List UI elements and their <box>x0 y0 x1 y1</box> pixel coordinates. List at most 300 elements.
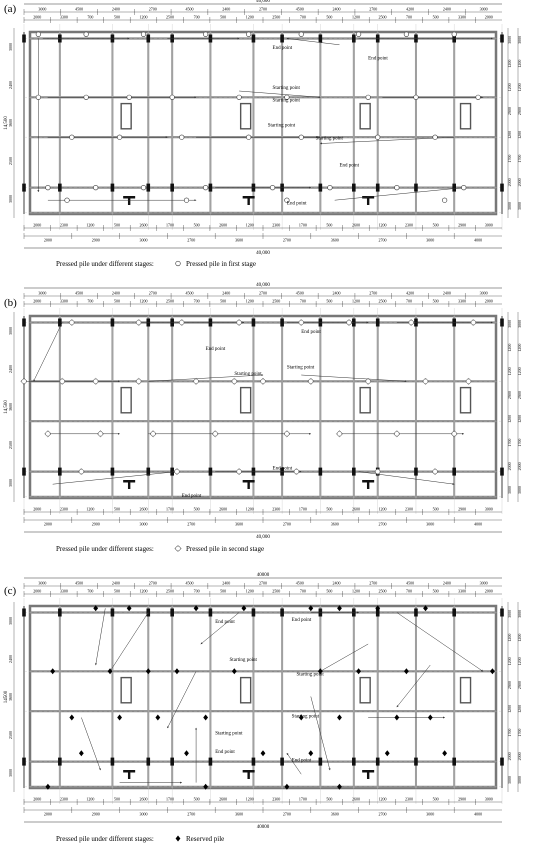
bottom-dimension-inner: 1700 <box>298 796 307 802</box>
reserved-pile-marker <box>356 668 361 674</box>
pressing-sequence-arrow <box>53 472 177 485</box>
pressed-pile-marker <box>246 32 251 37</box>
bottom-dimension-inner: 1700 <box>298 222 307 228</box>
stair-core <box>241 104 251 129</box>
right-dimension-outer: 3000 <box>517 609 522 618</box>
bottom-dimension-outer: 2000 <box>43 521 52 527</box>
pressed-pile-marker <box>93 185 98 190</box>
bottom-dimension-inner: 2300 <box>272 222 281 228</box>
reserved-pile-marker <box>69 715 74 721</box>
bottom-dimension-outer: 4000 <box>474 811 483 817</box>
top-dimension-outer: 3000 <box>479 6 488 12</box>
left-dimension: 3000 <box>8 195 13 203</box>
reserved-pile-marker <box>404 668 409 674</box>
structural-column <box>58 609 62 617</box>
overall-dimension-top: 40,000 <box>256 0 270 4</box>
bottom-dimension-outer: 2700 <box>187 811 196 817</box>
structural-column <box>22 758 26 766</box>
legend-prefix: Pressed pile under different stages: <box>56 545 154 553</box>
top-dimension-outer: 4500 <box>185 6 194 12</box>
bottom-dimension-inner: 2600 <box>139 796 148 802</box>
structural-column <box>500 184 504 192</box>
top-dimension-outer: 4500 <box>406 580 415 586</box>
pressed-pile-marker <box>404 32 409 37</box>
pressed-pile-marker <box>150 431 157 438</box>
pressed-pile-marker <box>433 135 438 140</box>
end-point-label: End point <box>286 201 307 207</box>
bottom-dimension-inner: 1200 <box>245 222 254 228</box>
right-dimension: 3000 <box>507 35 512 44</box>
top-dimension-inner: 500 <box>432 298 439 304</box>
side-overall-dimension: 14500 <box>4 690 9 704</box>
bottom-dimension-outer: 3600 <box>330 521 339 527</box>
bottom-dimension-inner: 3000 <box>484 506 493 512</box>
right-dimension-outer: 2000 <box>517 752 522 761</box>
bottom-dimension-inner: 2300 <box>405 796 414 802</box>
panel-a <box>4 0 522 268</box>
structural-column <box>209 184 213 192</box>
stair-core <box>360 678 370 703</box>
right-dimension-outer: 1700 <box>517 438 522 447</box>
pressed-pile-marker <box>78 468 85 475</box>
bottom-dimension-inner: 500 <box>326 506 333 512</box>
end-point-label: End point <box>368 56 388 62</box>
structural-column <box>209 609 213 617</box>
stair-core <box>360 104 370 129</box>
top-dimension-outer: 4500 <box>75 580 84 586</box>
top-dimension-outer: 2400 <box>111 290 120 296</box>
right-dimension-outer: 1200 <box>517 633 522 642</box>
bottom-dimension-outer: 2900 <box>91 237 100 243</box>
bottom-dimension-outer: 3000 <box>139 811 148 817</box>
right-dimension-outer: 2900 <box>517 107 522 116</box>
top-dimension-inner: 500 <box>113 14 120 20</box>
right-dimension: 3000 <box>507 486 512 495</box>
top-dimension-outer: 3000 <box>479 290 488 296</box>
bottom-dimension-inner: 2000 <box>33 796 42 802</box>
top-dimension-inner: 2500 <box>272 298 281 304</box>
structural-column <box>209 758 213 766</box>
top-dimension-outer: 2400 <box>222 6 231 12</box>
top-dimension-outer: 4200 <box>406 6 415 12</box>
starting-point-label: Starting point <box>296 672 324 678</box>
structural-column <box>252 319 256 327</box>
structural-column <box>376 184 380 192</box>
top-dimension-inner: 700 <box>299 298 306 304</box>
structural-column <box>452 758 456 766</box>
top-dimension-outer: 2400 <box>442 6 451 12</box>
pressed-pile-marker <box>451 431 458 438</box>
reserved-pile-marker <box>146 668 151 674</box>
panel-tag: (a) <box>4 3 17 15</box>
right-dimension-outer: 3000 <box>517 202 522 211</box>
bottom-dimension-inner: 500 <box>432 506 439 512</box>
pressed-pile-marker <box>270 185 275 190</box>
reserved-pile-marker <box>385 750 390 756</box>
top-dimension-inner: 500 <box>326 588 333 594</box>
structural-column <box>319 468 323 476</box>
structural-column <box>376 758 380 766</box>
left-dimension: 3600 <box>8 693 13 701</box>
legend-text: Pressed pile in second stage <box>186 545 265 553</box>
bottom-dimension-inner: 2600 <box>351 796 360 802</box>
left-dimension: 2400 <box>8 655 13 663</box>
starting-point-label: Starting point <box>272 98 300 104</box>
bottom-dimension-outer: 3600 <box>235 811 244 817</box>
structural-column <box>146 758 150 766</box>
structural-column <box>280 609 284 617</box>
pressing-sequence-arrow <box>201 613 239 645</box>
right-dimension: 1700 <box>507 728 512 737</box>
structural-column <box>500 609 504 617</box>
bottom-dimension-inner: 2900 <box>458 506 467 512</box>
top-dimension-inner: 3300 <box>458 298 467 304</box>
right-dimension-outer: 2000 <box>517 178 522 187</box>
right-dimension: 1200 <box>507 633 512 642</box>
top-dimension-inner: 500 <box>220 298 227 304</box>
overall-dimension-bottom: 40,000 <box>256 535 270 540</box>
top-dimension-inner: 700 <box>87 588 94 594</box>
right-dimension-outer: 1200 <box>517 130 522 139</box>
pressed-pile-marker <box>465 378 472 385</box>
top-dimension-inner: 2500 <box>378 298 387 304</box>
right-dimension: 1200 <box>507 704 512 713</box>
bottom-dimension-inner: 2600 <box>351 506 360 512</box>
reserved-pile-marker <box>337 715 342 721</box>
top-dimension-inner: 700 <box>299 588 306 594</box>
structural-column <box>414 468 418 476</box>
bottom-dimension-inner: 500 <box>193 506 200 512</box>
bottom-dimension-outer: 2700 <box>378 237 387 243</box>
bottom-dimension-outer: 3000 <box>139 237 148 243</box>
structural-column <box>414 184 418 192</box>
top-dimension-outer: 2700 <box>259 580 267 586</box>
bottom-dimension-inner: 2600 <box>219 506 228 512</box>
top-dimension-inner: 3300 <box>59 298 68 304</box>
structural-column <box>22 609 26 617</box>
bottom-dimension-outer: 3600 <box>330 237 339 243</box>
pressed-pile-marker <box>366 95 371 100</box>
left-dimension: 3000 <box>8 43 13 51</box>
left-dimension: 3600 <box>8 119 13 127</box>
top-dimension-inner: 1200 <box>139 14 148 20</box>
end-point-label: End point <box>291 758 312 764</box>
pressed-pile-marker <box>179 135 184 140</box>
top-dimension-outer: 2700 <box>369 580 378 586</box>
bottom-dimension-inner: 2300 <box>59 796 68 802</box>
reserved-pile-marker <box>155 715 160 721</box>
top-dimension-outer: 4200 <box>406 290 415 296</box>
top-dimension-inner: 2000 <box>33 14 42 20</box>
end-point-label: End point <box>339 163 360 169</box>
pressed-pile-marker <box>346 319 353 326</box>
reserved-pile-marker <box>50 668 55 674</box>
bottom-dimension-outer: 2700 <box>282 237 291 243</box>
pressed-pile-marker <box>70 135 75 140</box>
structural-column <box>252 758 256 766</box>
bottom-dimension-inner: 2600 <box>139 506 148 512</box>
top-dimension-outer: 2700 <box>369 290 378 296</box>
top-dimension-inner: 500 <box>432 588 439 594</box>
pressed-pile-marker <box>84 32 89 37</box>
side-overall-dimension: 14,500 <box>4 400 9 414</box>
top-dimension-outer: 2700 <box>148 6 157 12</box>
structural-column <box>319 35 323 43</box>
bottom-dimension-inner: 1700 <box>166 506 175 512</box>
bottom-dimension-inner: 2300 <box>272 506 281 512</box>
right-dimension: 2900 <box>507 681 512 690</box>
right-dimension-outer: 3000 <box>517 319 522 328</box>
structural-column <box>352 758 356 766</box>
top-dimension-outer: 2400 <box>111 580 120 586</box>
right-dimension: 1200 <box>507 343 512 352</box>
bottom-dimension-outer: 2700 <box>282 811 291 817</box>
top-dimension-inner: 2500 <box>166 588 175 594</box>
right-dimension: 3000 <box>507 609 512 618</box>
bottom-dimension-inner: 2300 <box>272 796 281 802</box>
right-dimension: 3000 <box>507 319 512 328</box>
overall-dimension-top: 40,000 <box>256 283 270 288</box>
bottom-dimension-inner: 500 <box>113 222 120 228</box>
bottom-dimension-inner: 500 <box>193 796 200 802</box>
end-point-label: End point <box>301 330 321 335</box>
starting-point-label: Starting point <box>229 657 257 663</box>
pressed-pile-marker <box>356 32 361 37</box>
reserved-pile-marker <box>261 750 266 756</box>
bottom-dimension-inner: 1200 <box>245 796 254 802</box>
bottom-dimension-outer: 3000 <box>139 521 148 527</box>
bottom-dimension-outer: 2700 <box>378 521 387 527</box>
pressing-sequence-arrow <box>34 323 63 382</box>
top-dimension-outer: 2700 <box>148 290 157 296</box>
top-dimension-outer: 2400 <box>222 290 231 296</box>
top-dimension-inner: 3300 <box>59 588 68 594</box>
stair-core <box>241 678 251 703</box>
top-dimension-outer: 2400 <box>222 580 231 586</box>
structural-column <box>111 319 115 327</box>
top-dimension-outer: 3000 <box>38 290 47 296</box>
top-dimension-outer: 2400 <box>111 6 120 12</box>
pressed-pile-marker <box>231 378 238 385</box>
pressed-pile-marker <box>117 135 122 140</box>
pressed-pile-marker <box>69 319 76 326</box>
right-dimension: 1200 <box>507 83 512 92</box>
pressed-pile-marker <box>170 95 175 100</box>
top-dimension-inner: 1200 <box>139 588 148 594</box>
pressed-pile-marker <box>176 261 181 266</box>
pressing-sequence-arrow <box>110 613 148 672</box>
bottom-dimension-outer: 3000 <box>426 811 435 817</box>
reserved-pile-marker <box>442 750 447 756</box>
structural-column <box>500 468 504 476</box>
pressing-sequence-arrow <box>96 608 106 665</box>
top-dimension-outer: 4500 <box>185 290 194 296</box>
bottom-dimension-inner: 500 <box>326 796 333 802</box>
bottom-dimension-inner: 2600 <box>219 222 228 228</box>
right-dimension-outer: 2000 <box>517 462 522 471</box>
pressed-pile-marker <box>45 431 52 438</box>
top-dimension-inner: 2500 <box>272 588 281 594</box>
right-dimension-outer: 3000 <box>517 486 522 495</box>
right-dimension: 2000 <box>507 462 512 471</box>
structural-column <box>170 758 174 766</box>
bottom-dimension-inner: 1200 <box>86 796 95 802</box>
left-dimension: 2500 <box>8 441 13 449</box>
bottom-dimension-inner: 2900 <box>458 796 467 802</box>
pressed-pile-marker <box>36 95 41 100</box>
starting-point-label: Starting point <box>315 136 343 142</box>
pressed-pile-marker <box>395 185 400 190</box>
top-dimension-outer: 4500 <box>75 6 84 12</box>
bottom-dimension-outer: 4000 <box>474 521 483 527</box>
bottom-dimension-inner: 3000 <box>484 796 493 802</box>
bottom-dimension-inner: 2900 <box>458 222 467 228</box>
top-dimension-inner: 2500 <box>166 298 175 304</box>
pressed-pile-marker <box>284 431 291 438</box>
bottom-dimension-outer: 2700 <box>282 521 291 527</box>
pressed-pile-marker <box>203 185 208 190</box>
top-dimension-outer: 4500 <box>75 290 84 296</box>
top-dimension-outer: 2400 <box>442 580 451 586</box>
pressed-pile-marker <box>46 185 51 190</box>
top-dimension-outer: 2700 <box>259 290 267 296</box>
structural-column <box>500 35 504 43</box>
top-dimension-inner: 700 <box>299 14 306 20</box>
bottom-dimension-outer: 2700 <box>187 521 196 527</box>
structural-column <box>414 609 418 617</box>
pressed-pile-marker <box>470 319 477 326</box>
end-point-label: End point <box>215 750 235 756</box>
top-dimension-inner: 500 <box>113 588 120 594</box>
structural-column <box>319 184 323 192</box>
top-dimension-inner: 2500 <box>166 14 175 20</box>
bottom-dimension-outer: 2000 <box>43 811 52 817</box>
starting-point-label: Starting point <box>286 365 315 371</box>
top-dimension-outer: 3000 <box>479 580 488 586</box>
stair-core <box>461 678 471 703</box>
top-dimension-outer: 2400 <box>332 6 341 12</box>
stair-core <box>360 388 370 413</box>
left-dimension: 3600 <box>8 403 13 411</box>
reserved-pile-marker <box>428 715 433 721</box>
top-dimension-outer: 2400 <box>442 290 451 296</box>
top-dimension-inner: 3300 <box>458 14 467 20</box>
pressed-pile-marker <box>141 32 146 37</box>
top-dimension-inner: 700 <box>87 14 94 20</box>
right-dimension: 3000 <box>507 202 512 211</box>
reserved-pile-marker <box>117 715 122 721</box>
bottom-dimension-outer: 3000 <box>426 237 435 243</box>
structural-column <box>209 468 213 476</box>
top-dimension-inner: 700 <box>193 298 200 304</box>
right-dimension: 2000 <box>507 752 512 761</box>
bottom-dimension-outer: 2000 <box>43 237 52 243</box>
legend-prefix: Pressed pile under different stages: <box>56 835 154 843</box>
pressed-pile-marker <box>414 95 419 100</box>
end-point-label: End point <box>272 46 293 51</box>
bottom-dimension-inner: 1700 <box>166 222 175 228</box>
structural-column <box>58 468 62 476</box>
top-dimension-outer: 4500 <box>295 6 304 12</box>
pressed-pile-marker <box>293 468 300 475</box>
legend-text: Pressed pile in first stage <box>186 260 256 268</box>
right-dimension-outer: 1200 <box>517 704 522 713</box>
top-dimension-inner: 2000 <box>33 298 42 304</box>
starting-point-label: Starting point <box>215 731 243 737</box>
structural-column <box>58 184 62 192</box>
bottom-dimension-inner: 1200 <box>378 796 387 802</box>
right-dimension-outer: 1200 <box>517 83 522 92</box>
bottom-dimension-inner: 1700 <box>298 506 307 512</box>
bottom-dimension-inner: 2600 <box>139 222 148 228</box>
reserved-pile-marker <box>394 715 399 721</box>
bottom-dimension-outer: 4000 <box>474 237 483 243</box>
bottom-dimension-inner: 500 <box>193 222 200 228</box>
right-dimension-outer: 1200 <box>517 657 522 666</box>
top-dimension-inner: 2500 <box>378 588 387 594</box>
reserved-pile-marker <box>184 750 189 756</box>
structural-column <box>500 758 504 766</box>
left-dimension: 3000 <box>8 479 13 487</box>
end-point-label: End point <box>291 617 312 623</box>
top-dimension-outer: 3000 <box>38 580 47 586</box>
overall-dimension-top: 40000 <box>256 573 270 578</box>
pressed-pile-marker <box>21 378 28 385</box>
right-dimension: 1200 <box>507 59 512 68</box>
pressed-pile-marker <box>212 431 219 438</box>
stair-core <box>461 104 471 129</box>
top-dimension-inner: 500 <box>113 298 120 304</box>
pressed-pile-marker <box>452 32 457 37</box>
pressed-pile-marker <box>246 135 251 140</box>
bottom-dimension-outer: 3600 <box>235 237 244 243</box>
top-dimension-outer: 2700 <box>148 580 157 586</box>
structural-column <box>146 184 150 192</box>
top-dimension-inner: 500 <box>220 14 227 20</box>
pressed-pile-marker <box>260 378 267 385</box>
top-dimension-inner: 700 <box>87 298 94 304</box>
bottom-dimension-inner: 3000 <box>484 222 493 228</box>
bottom-dimension-inner: 1200 <box>86 222 95 228</box>
top-dimension-inner: 2000 <box>484 588 493 594</box>
top-dimension-inner: 700 <box>193 14 200 20</box>
panel-tag: (c) <box>4 585 17 597</box>
top-dimension-inner: 500 <box>326 298 333 304</box>
bottom-dimension-inner: 500 <box>432 222 439 228</box>
structural-column <box>22 184 26 192</box>
structural-column <box>252 609 256 617</box>
top-dimension-inner: 1200 <box>139 298 148 304</box>
top-dimension-inner: 700 <box>406 298 413 304</box>
top-dimension-inner: 500 <box>432 14 439 20</box>
panel-tag: (b) <box>4 297 17 309</box>
pressed-pile-marker <box>92 378 99 385</box>
top-dimension-outer: 2700 <box>369 6 378 12</box>
top-dimension-outer: 4500 <box>295 580 304 586</box>
bottom-dimension-inner: 2300 <box>405 506 414 512</box>
structural-column <box>22 319 26 327</box>
structural-column <box>352 35 356 43</box>
left-dimension: 2400 <box>8 81 13 89</box>
pressed-pile-marker <box>375 135 380 140</box>
left-dimension: 2500 <box>8 731 13 739</box>
end-point-label: End point <box>205 346 226 352</box>
top-dimension-outer: 3000 <box>38 6 47 12</box>
right-dimension: 1700 <box>507 438 512 447</box>
pressed-pile-marker <box>84 95 89 100</box>
top-dimension-inner: 500 <box>220 588 227 594</box>
pressed-pile-marker <box>36 32 41 37</box>
